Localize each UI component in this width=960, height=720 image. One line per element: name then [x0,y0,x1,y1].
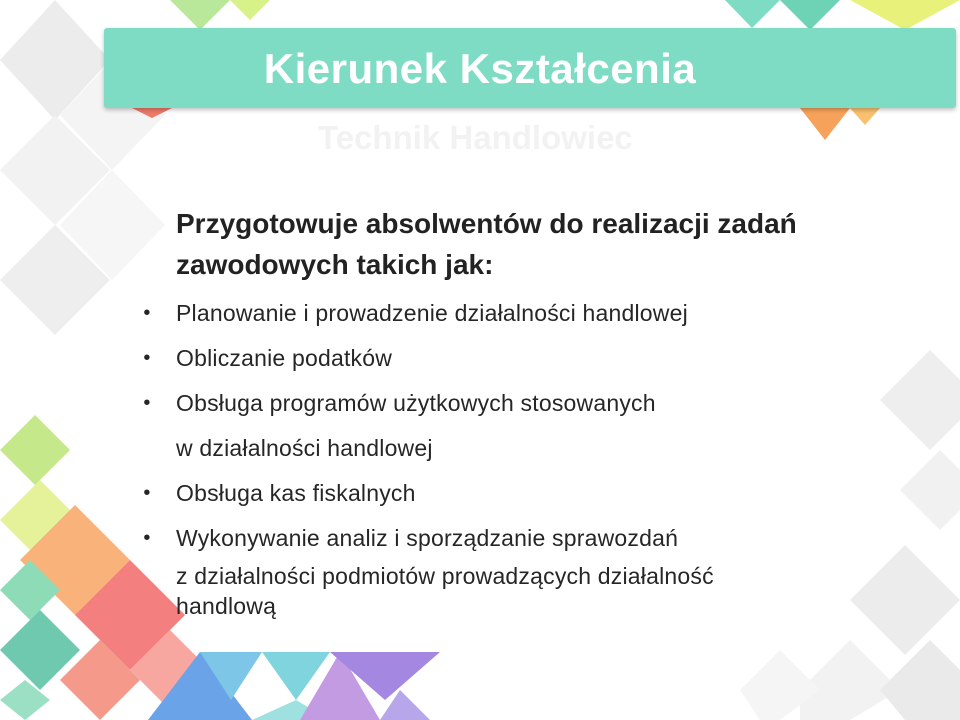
list-item-text: Planowanie i prowadzenie działalności handlowej [176,300,688,326]
task-list [132,291,922,621]
list-item-text: Wykonywanie analiz i sporządzanie sprawozdań [176,525,679,551]
list-item-text-continued: handlową [176,593,277,619]
list-item [132,336,922,381]
list-item [132,291,922,336]
list-item-text-continued: w działalności handlowej [176,435,433,461]
list-item-text: Obsługa kas fiskalnych [176,480,416,506]
list-item [132,471,922,516]
list-item-text: Obliczanie podatków [176,345,393,371]
intro-text: Przygotowuje absolwentów do realizacji zadań zawodowych takich jak: [176,208,797,280]
bullet-icon: • [143,302,151,324]
list-item-text: Obsługa programów użytkowych stosowanych [176,390,656,416]
slide-content [132,203,922,621]
bullet-icon: • [143,347,151,369]
list-item [132,516,922,621]
slide-title: Kierunek Kształcenia [263,45,697,92]
bullet-icon: • [143,527,151,549]
bullet-icon: • [143,392,151,414]
list-item-text-continued: z działalności podmiotów prowadzących działalność [176,563,714,589]
slide-subtitle: Technik Handlowiec [318,119,633,156]
list-item [132,381,922,471]
bullet-icon: • [143,482,151,504]
